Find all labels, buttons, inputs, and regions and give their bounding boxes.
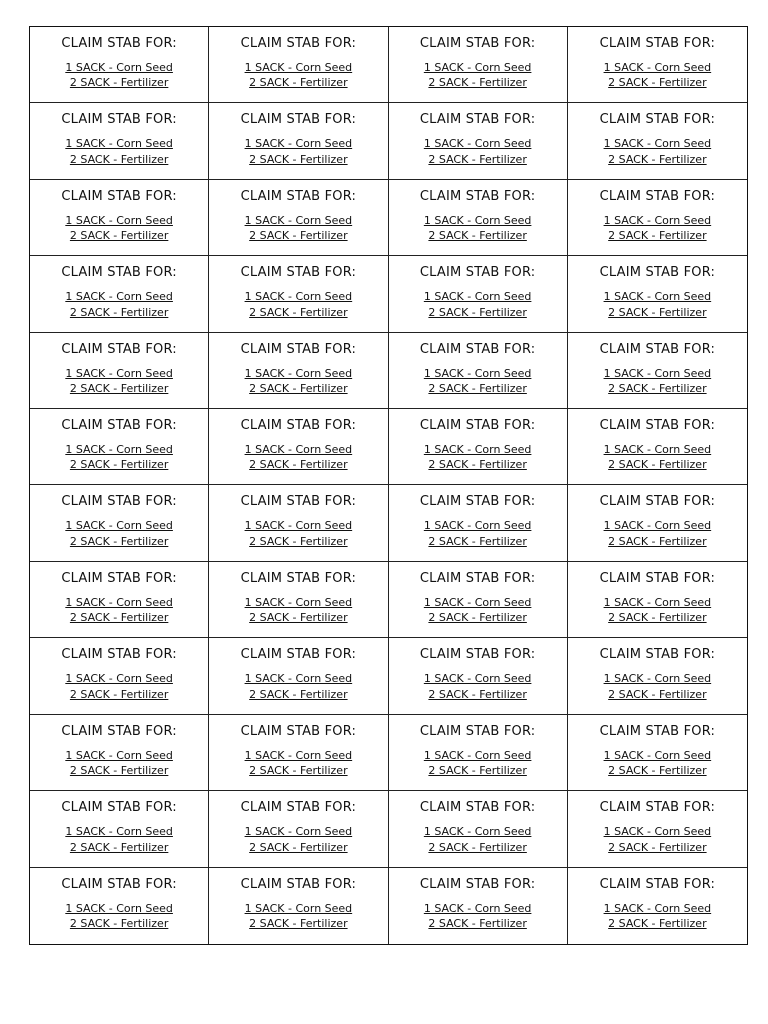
claim-stab (389, 333, 568, 409)
claim-stab (209, 409, 388, 485)
claim-stab-title: CLAIM STAB FOR: (61, 188, 177, 204)
claim-stab (389, 409, 568, 485)
claim-stab (568, 868, 747, 944)
claim-stab-item-fertilizer: 2 SACK - Fertilizer (249, 152, 348, 166)
claim-stab-title: CLAIM STAB FOR: (240, 341, 357, 357)
claim-stab-item-corn-seed: 1 SACK - Corn Seed (244, 825, 353, 839)
claim-stab (30, 409, 209, 485)
claim-stab-item-fertilizer: 2 SACK - Fertilizer (69, 152, 169, 166)
claim-stab-item-fertilizer: 2 SACK - Fertilizer (608, 229, 707, 243)
claim-stab-title: CLAIM STAB FOR: (61, 341, 177, 357)
claim-stab-item-corn-seed: 1 SACK - Corn Seed (244, 443, 353, 457)
claim-stab (209, 180, 388, 256)
claim-stab-item-corn-seed: 1 SACK - Corn Seed (423, 366, 532, 380)
claim-stab-item-corn-seed: 1 SACK - Corn Seed (603, 366, 712, 380)
claim-stab (389, 180, 568, 256)
claim-stab-item-fertilizer: 2 SACK - Fertilizer (608, 534, 707, 548)
claim-stab (30, 485, 209, 561)
claim-stab-title: CLAIM STAB FOR: (61, 265, 177, 281)
claim-stab-item-corn-seed: 1 SACK - Corn Seed (244, 61, 353, 74)
claim-stab-title: CLAIM STAB FOR: (240, 36, 357, 51)
claim-stab-item-corn-seed: 1 SACK - Corn Seed (65, 137, 173, 151)
claim-stab (568, 27, 747, 103)
claim-stab-item-fertilizer: 2 SACK - Fertilizer (69, 76, 169, 90)
claim-stab-title: CLAIM STAB FOR: (240, 647, 357, 663)
claim-stab-item-fertilizer: 2 SACK - Fertilizer (249, 76, 348, 90)
claim-stab-item-corn-seed: 1 SACK - Corn Seed (65, 443, 173, 457)
claim-stab-item-fertilizer: 2 SACK - Fertilizer (428, 458, 527, 472)
claim-stab-item-fertilizer: 2 SACK - Fertilizer (249, 229, 348, 243)
claim-stab-item-corn-seed: 1 SACK - Corn Seed (603, 672, 712, 686)
claim-stab-title: CLAIM STAB FOR: (240, 494, 357, 510)
claim-stab-item-corn-seed: 1 SACK - Corn Seed (423, 595, 532, 609)
claim-stab-item-fertilizer: 2 SACK - Fertilizer (249, 458, 348, 472)
claim-stab (568, 485, 747, 561)
claim-stab (568, 715, 747, 791)
claim-stab-item-fertilizer: 2 SACK - Fertilizer (69, 458, 169, 472)
claim-stab-item-fertilizer: 2 SACK - Fertilizer (608, 916, 707, 930)
claim-stab-item-fertilizer: 2 SACK - Fertilizer (69, 305, 169, 319)
claim-stab-item-fertilizer: 2 SACK - Fertilizer (428, 152, 527, 166)
claim-stab (389, 27, 568, 103)
claim-stab-title: CLAIM STAB FOR: (419, 341, 536, 357)
claim-stab-item-fertilizer: 2 SACK - Fertilizer (428, 687, 527, 701)
claim-stab (389, 103, 568, 179)
claim-stab-title: CLAIM STAB FOR: (599, 647, 716, 663)
claim-stab (389, 638, 568, 714)
claim-stab-item-corn-seed: 1 SACK - Corn Seed (65, 213, 173, 227)
claim-stab (568, 791, 747, 867)
claim-stab-item-fertilizer: 2 SACK - Fertilizer (608, 152, 707, 166)
claim-stab (30, 180, 209, 256)
claim-stab-item-corn-seed: 1 SACK - Corn Seed (244, 290, 353, 304)
claim-stab (389, 791, 568, 867)
claim-stab (209, 27, 388, 103)
claim-stab (30, 638, 209, 714)
claim-stab (568, 256, 747, 332)
claim-stab-item-corn-seed: 1 SACK - Corn Seed (244, 519, 353, 533)
claim-stab-item-corn-seed: 1 SACK - Corn Seed (65, 595, 173, 609)
claim-stab-item-corn-seed: 1 SACK - Corn Seed (244, 595, 353, 609)
claim-stab-item-fertilizer: 2 SACK - Fertilizer (608, 687, 707, 701)
claim-stab (568, 562, 747, 638)
claim-stab-title: CLAIM STAB FOR: (61, 723, 177, 739)
claim-stab-item-corn-seed: 1 SACK - Corn Seed (65, 61, 173, 74)
claim-stab-item-corn-seed: 1 SACK - Corn Seed (65, 901, 173, 915)
claim-stab-title: CLAIM STAB FOR: (61, 647, 177, 663)
claim-stab-title: CLAIM STAB FOR: (599, 876, 716, 892)
claim-stab-item-fertilizer: 2 SACK - Fertilizer (249, 382, 348, 396)
claim-stab-item-corn-seed: 1 SACK - Corn Seed (65, 748, 173, 762)
claim-stab-item-corn-seed: 1 SACK - Corn Seed (423, 213, 532, 227)
claim-stab-title: CLAIM STAB FOR: (599, 112, 716, 128)
claim-stab-title: CLAIM STAB FOR: (61, 112, 177, 128)
claim-stab-item-fertilizer: 2 SACK - Fertilizer (428, 534, 527, 548)
claim-stab-item-fertilizer: 2 SACK - Fertilizer (608, 76, 707, 90)
claim-stab-item-corn-seed: 1 SACK - Corn Seed (65, 672, 173, 686)
claim-stab (30, 103, 209, 179)
claim-stab-item-corn-seed: 1 SACK - Corn Seed (244, 137, 353, 151)
claim-stab-item-fertilizer: 2 SACK - Fertilizer (608, 458, 707, 472)
claim-stab-item-corn-seed: 1 SACK - Corn Seed (244, 748, 353, 762)
claim-stab-item-corn-seed: 1 SACK - Corn Seed (603, 443, 712, 457)
claim-stab-item-fertilizer: 2 SACK - Fertilizer (608, 764, 707, 778)
claim-stab (568, 409, 747, 485)
claim-stab-title: CLAIM STAB FOR: (599, 341, 716, 357)
claim-stab-title: CLAIM STAB FOR: (240, 265, 357, 281)
claim-stab (209, 715, 388, 791)
claim-stab-item-corn-seed: 1 SACK - Corn Seed (603, 595, 712, 609)
claim-stab-item-fertilizer: 2 SACK - Fertilizer (428, 305, 527, 319)
claim-stab-title: CLAIM STAB FOR: (61, 570, 177, 586)
claim-stab-item-fertilizer: 2 SACK - Fertilizer (249, 916, 348, 930)
claim-stab-item-fertilizer: 2 SACK - Fertilizer (428, 76, 527, 90)
claim-stab-item-corn-seed: 1 SACK - Corn Seed (65, 825, 173, 839)
claim-stab-item-corn-seed: 1 SACK - Corn Seed (244, 901, 353, 915)
claim-stab (209, 103, 388, 179)
claim-stab-item-fertilizer: 2 SACK - Fertilizer (249, 687, 348, 701)
claim-stab-item-corn-seed: 1 SACK - Corn Seed (603, 213, 712, 227)
claim-stab-item-corn-seed: 1 SACK - Corn Seed (603, 519, 712, 533)
claim-stab-item-corn-seed: 1 SACK - Corn Seed (244, 213, 353, 227)
claim-stab-title: CLAIM STAB FOR: (240, 112, 357, 128)
claim-stab (568, 103, 747, 179)
claim-stab-item-corn-seed: 1 SACK - Corn Seed (65, 290, 173, 304)
claim-stab-item-corn-seed: 1 SACK - Corn Seed (244, 672, 353, 686)
claim-stab (209, 868, 388, 944)
claim-stab (30, 562, 209, 638)
claim-stab-item-fertilizer: 2 SACK - Fertilizer (428, 764, 527, 778)
claim-stab-title: CLAIM STAB FOR: (240, 418, 357, 434)
claim-stab-sheet (29, 26, 748, 945)
claim-stab-item-corn-seed: 1 SACK - Corn Seed (603, 901, 712, 915)
claim-stab-item-fertilizer: 2 SACK - Fertilizer (249, 534, 348, 548)
claim-stab (209, 791, 388, 867)
claim-stab (30, 27, 209, 103)
claim-stab-item-corn-seed: 1 SACK - Corn Seed (423, 825, 532, 839)
claim-stab (209, 333, 388, 409)
claim-stab (209, 562, 388, 638)
claim-stab (209, 256, 388, 332)
claim-stab-title: CLAIM STAB FOR: (61, 36, 177, 51)
claim-stab (568, 180, 747, 256)
claim-stab (568, 638, 747, 714)
claim-stab-item-corn-seed: 1 SACK - Corn Seed (603, 825, 712, 839)
claim-stab-item-corn-seed: 1 SACK - Corn Seed (603, 61, 712, 74)
claim-stab-item-fertilizer: 2 SACK - Fertilizer (428, 916, 527, 930)
claim-stab-title: CLAIM STAB FOR: (599, 494, 716, 510)
claim-stab (389, 715, 568, 791)
claim-stab-title: CLAIM STAB FOR: (240, 876, 357, 892)
claim-stab (209, 485, 388, 561)
claim-stab-item-fertilizer: 2 SACK - Fertilizer (428, 840, 527, 854)
claim-stab-item-fertilizer: 2 SACK - Fertilizer (249, 840, 348, 854)
claim-stab-item-corn-seed: 1 SACK - Corn Seed (423, 519, 532, 533)
claim-stab-title: CLAIM STAB FOR: (599, 36, 716, 51)
claim-stab-title: CLAIM STAB FOR: (61, 418, 177, 434)
claim-stab-title: CLAIM STAB FOR: (240, 800, 357, 816)
claim-stab-item-corn-seed: 1 SACK - Corn Seed (423, 61, 532, 74)
claim-stab (389, 485, 568, 561)
claim-stab-title: CLAIM STAB FOR: (419, 112, 536, 128)
claim-stab (30, 791, 209, 867)
claim-stab-item-fertilizer: 2 SACK - Fertilizer (428, 611, 527, 625)
claim-stab-item-corn-seed: 1 SACK - Corn Seed (423, 901, 532, 915)
claim-stab-item-fertilizer: 2 SACK - Fertilizer (69, 382, 169, 396)
claim-stab (30, 715, 209, 791)
claim-stab-item-fertilizer: 2 SACK - Fertilizer (69, 534, 169, 548)
claim-stab-item-fertilizer: 2 SACK - Fertilizer (428, 382, 527, 396)
claim-stab-item-fertilizer: 2 SACK - Fertilizer (249, 764, 348, 778)
claim-stab-title: CLAIM STAB FOR: (240, 188, 357, 204)
claim-stab-title: CLAIM STAB FOR: (419, 800, 536, 816)
claim-stab-title: CLAIM STAB FOR: (419, 188, 536, 204)
claim-stab-item-fertilizer: 2 SACK - Fertilizer (69, 764, 169, 778)
claim-stab-title: CLAIM STAB FOR: (240, 723, 357, 739)
claim-stab-title: CLAIM STAB FOR: (61, 800, 177, 816)
claim-stab-item-corn-seed: 1 SACK - Corn Seed (65, 519, 173, 533)
claim-stab-title: CLAIM STAB FOR: (419, 723, 536, 739)
claim-stab-item-corn-seed: 1 SACK - Corn Seed (423, 443, 532, 457)
claim-stab-title: CLAIM STAB FOR: (599, 723, 716, 739)
claim-stab-item-fertilizer: 2 SACK - Fertilizer (249, 305, 348, 319)
claim-stab (30, 256, 209, 332)
claim-stab-item-corn-seed: 1 SACK - Corn Seed (603, 290, 712, 304)
claim-stab-title: CLAIM STAB FOR: (419, 876, 536, 892)
claim-stab-item-corn-seed: 1 SACK - Corn Seed (423, 137, 532, 151)
claim-stab-title: CLAIM STAB FOR: (61, 494, 177, 510)
claim-stab-item-fertilizer: 2 SACK - Fertilizer (69, 687, 169, 701)
claim-stab-item-fertilizer: 2 SACK - Fertilizer (428, 229, 527, 243)
claim-stab-title: CLAIM STAB FOR: (419, 494, 536, 510)
claim-stab-item-corn-seed: 1 SACK - Corn Seed (423, 748, 532, 762)
claim-stab-title: CLAIM STAB FOR: (419, 570, 536, 586)
claim-stab-item-corn-seed: 1 SACK - Corn Seed (423, 672, 532, 686)
claim-stab (30, 868, 209, 944)
claim-stab-title: CLAIM STAB FOR: (419, 36, 536, 51)
claim-stab (389, 562, 568, 638)
claim-stab-item-corn-seed: 1 SACK - Corn Seed (603, 137, 712, 151)
claim-stab-title: CLAIM STAB FOR: (599, 570, 716, 586)
claim-stab-item-fertilizer: 2 SACK - Fertilizer (69, 611, 169, 625)
claim-stab-item-fertilizer: 2 SACK - Fertilizer (608, 611, 707, 625)
claim-stab (389, 868, 568, 944)
claim-stab-item-corn-seed: 1 SACK - Corn Seed (603, 748, 712, 762)
claim-stab-item-corn-seed: 1 SACK - Corn Seed (244, 366, 353, 380)
claim-stab (209, 638, 388, 714)
claim-stab (568, 333, 747, 409)
claim-stab-item-fertilizer: 2 SACK - Fertilizer (69, 229, 169, 243)
claim-stab-title: CLAIM STAB FOR: (599, 800, 716, 816)
claim-stab-title: CLAIM STAB FOR: (599, 265, 716, 281)
claim-stab (30, 333, 209, 409)
claim-stab-item-fertilizer: 2 SACK - Fertilizer (249, 611, 348, 625)
claim-stab-item-fertilizer: 2 SACK - Fertilizer (608, 382, 707, 396)
claim-stab (389, 256, 568, 332)
claim-stab-title: CLAIM STAB FOR: (599, 188, 716, 204)
claim-stab-item-fertilizer: 2 SACK - Fertilizer (69, 916, 169, 930)
claim-stab-item-fertilizer: 2 SACK - Fertilizer (608, 840, 707, 854)
claim-stab-item-corn-seed: 1 SACK - Corn Seed (65, 366, 173, 380)
claim-stab-title: CLAIM STAB FOR: (240, 570, 357, 586)
claim-stab-item-fertilizer: 2 SACK - Fertilizer (69, 840, 169, 854)
claim-stab-title: CLAIM STAB FOR: (419, 265, 536, 281)
claim-stab-title: CLAIM STAB FOR: (61, 876, 177, 892)
claim-stab-title: CLAIM STAB FOR: (419, 647, 536, 663)
claim-stab-title: CLAIM STAB FOR: (419, 418, 536, 434)
claim-stab-item-fertilizer: 2 SACK - Fertilizer (608, 305, 707, 319)
claim-stab-item-corn-seed: 1 SACK - Corn Seed (423, 290, 532, 304)
claim-stab-title: CLAIM STAB FOR: (599, 418, 716, 434)
